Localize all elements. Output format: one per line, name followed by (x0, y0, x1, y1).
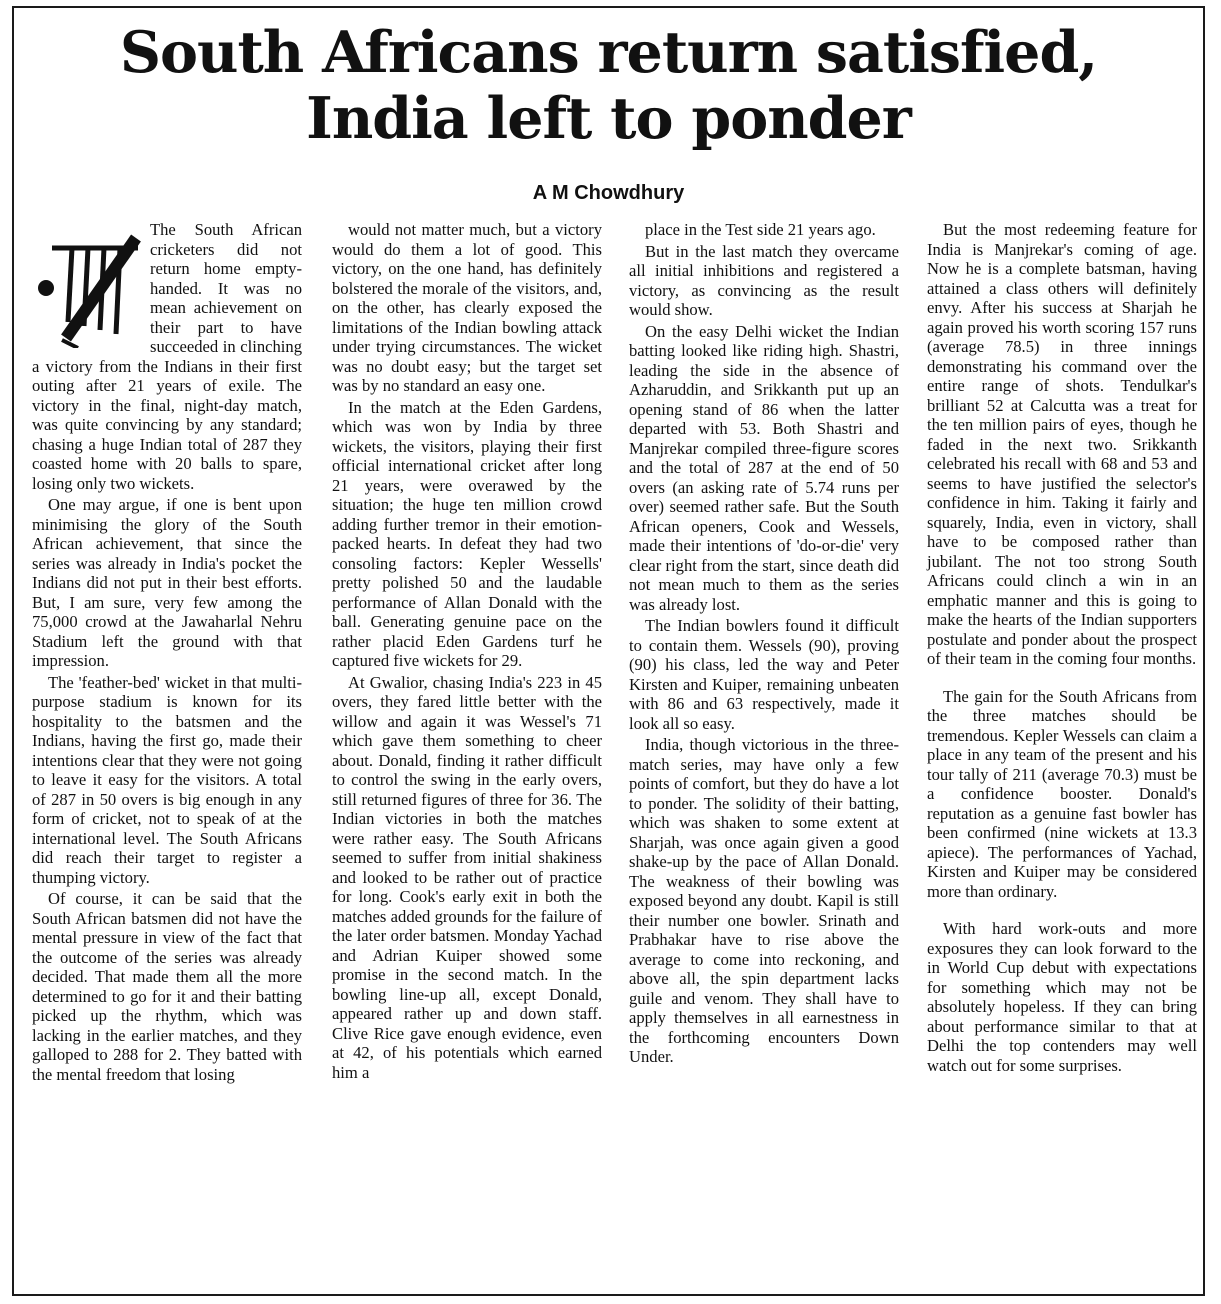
paragraph: With hard work-outs and more exposures they can look forward to the in World Cup debut with expectations for something which may not be absolutely hopeless. If they can bring about performance similar to that at Delhi the top contenders may well watch out for some surprises. (927, 919, 1197, 1075)
paragraph: The 'feather-bed' wicket in that multi-purpose stadium is known for its hospitality to the batsmen and the Indians, having the first go, made their intentions clear that they were not going to leave it easy for the visitors. A total of 287 in 50 overs is big enough in any form of cricket, not to speak of at the international level. The South Africans did reach their target to register a thumping victory. (32, 672, 302, 887)
paragraph: would not matter much, but a victory would do them a lot of good. This victory, on the one hand, has definitely bolstered the morale of the visitors, and, on the other, has clearly exposed the limitations of the Indian bowling attack under trying circumstances. The wicket was no doubt easy; but the target set was by no standard an easy one. (332, 220, 602, 395)
paragraph: The gain for the South Africans from the three matches should be tremendous. Kepler Wessels can claim a place in any team of the present and his tour tally of 211 (average 70.3) must be a confidence booster. Donald's reputation as a genuine fast bowler has been confirmed (nine wickets at 13.3 apiece). The performances of Yachad, Kirsten and Kuiper may be considered more than ordinary. (927, 686, 1197, 901)
paragraph: At Gwalior, chasing India's 223 in 45 overs, they fared little better with the willow and again it was Wessel's 71 which gave them something to cheer about. Donald, finding it rather difficult to control the swing in the early overs, still returned figures of three for 36. The Indian victories in both the matches were rather easy. The South Africans seemed to suffer from initial shakiness and looked to be rather out of practice for long. Cook's early exit in both the matches added grounds for the failure of the later order batsmen. Monday Yachad and Adrian Kuiper showed some promise in the second match. In the bowling line-up all, except Donald, appeared rather up and down staff. Clive Rice gave enough evidence, even at 42, of his potentials which earned him a (332, 672, 602, 1082)
headline-line-1: South Africans return satisfied, (119, 19, 1098, 86)
paragraph: The Indian bowlers found it difficult to contain them. Wessels (90), proving (90) his class, led the way and Peter Kirsten and Kuiper, remaining unbeaten with 86 and 63 respectively, made it look all so easy. (629, 616, 899, 733)
headline-line-2: India left to ponder (306, 85, 911, 152)
paragraph: But the most redeeming feature for India is Manjrekar's coming of age. Now he is a complete batsman, having attained a class others will definitely envy. After his success at Sharjah he again proved his worth scoring 157 runs (average 78.5) in three innings demonstrating his command over the entire range of shots. Tendulkar's brilliant 52 at Calcutta was a treat for the ten million pairs of eyes, though he faded in the next two. Srikkanth celebrated his recall with 68 and 53 and seems to have justified the selector's confidence in him. Taking it fairly and squarely, India, even in victory, shall have to be composed rather than jubilant. The not too strong South Africans could clinch a win in an emphatic manner and this is going to make the hearts of the Indian supporters postulate and ponder about the prospect of their team in the coming four months. (927, 220, 1197, 668)
paragraph: On the easy Delhi wicket the Indian batting looked like riding high. Shastri, leading the side in the absence of Azharuddin, and Srikkanth put up an opening stand of 86 when the latter departed with 53. Both Shastri and Manjrekar compiled three-figure scores and the total of 287 at the end of 50 overs (an asking rate of 5.74 runs per over) seemed rather safe. But the South African openers, Cook and Wessels, made their intentions of 'do-or-die' very clear right from the start, since death did not mean much to them as the series was already lost. (629, 321, 899, 614)
column-2 (332, 220, 602, 1082)
paragraph: India, though victorious in the three-match series, may have only a few points of comfort, but they do have a lot to ponder. The solidity of their batting, which was shaken to some extent at Sharjah, was once again given a good shake-up by the pace of Allan Donald. The weakness of their bowling was exposed beyond any doubt. Kapil is still their number one bowler. Srinath and Prabhakar have to rise above the average to come into reckoning, and above all, the spin department lacks guile and venom. They shall have to apply themselves in all earnestness in the forthcoming encounters Down Under. (629, 735, 899, 1066)
column-1 (32, 220, 302, 1084)
column-3 (629, 220, 899, 1067)
paragraph: One may argue, if one is bent upon minimising the glory of the South African achievement, that since the series was already in India's pocket the Indians did not put in their best efforts. But, I am sure, very few among the 75,000 crowd at the Jawaharlal Nehru Stadium left the ground with that impression. (32, 495, 302, 670)
headline (14, 20, 1203, 152)
cricket-wicket-icon (32, 230, 144, 348)
paragraph: The South African cricketers did not return home empty-handed. It was no mean achievement on their part to have succeeded in clinching a victory from the Indians in their first outing after 21 years of exile. The victory in the final, night-day match, was quite convincing by any standard; chasing a huge Indian total of 287 they coasted home with 20 balls to spare, losing only two wickets. (32, 220, 302, 493)
byline: A M Chowdhury (532, 182, 685, 204)
column-4 (927, 220, 1197, 1075)
paragraph: Of course, it can be said that the South African batsmen did not have the mental pressure in view of the fact that the outcome of the series was already decided. That made them all the more determined to go for it and their batting picked up the rhythm, which was lacking in the earlier matches, and they galloped to 288 for 2. They batted with the mental freedom that losing (32, 889, 302, 1084)
paragraph: place in the Test side 21 years ago. (645, 220, 876, 239)
paragraph: But in the last match they overcame all initial inhibitions and registered a victory, as convincing as the result would show. (629, 241, 899, 319)
paragraph: In the match at the Eden Gardens, which was won by India by three wickets, the visitors, playing their first official international cricket after long 21 years, were overawed by the situation; the huge ten million crowd adding further tremor in their emotion-packed hearts. In defeat they had two consoling factors: Kepler Wessells' pretty polished 50 and the laudable performance of Allan Donald with the ball. Generating genuine pace on the rather placid Eden Gardens turf he captured five wickets for 29. (332, 397, 602, 670)
article-frame (12, 6, 1205, 1296)
